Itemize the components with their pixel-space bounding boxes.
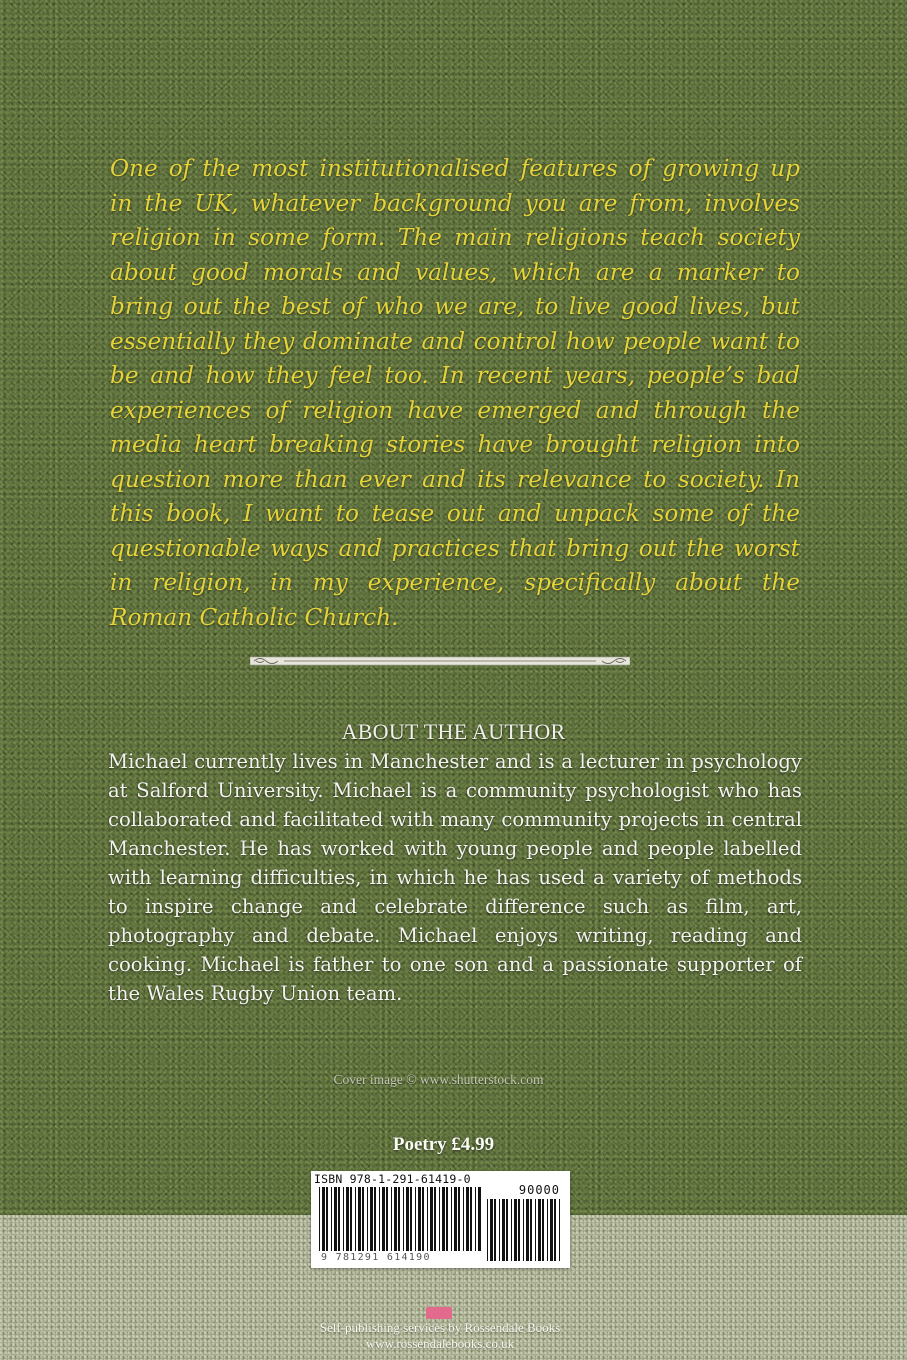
about-paragraph: Michael currently lives in Manchester and is a lecturer in psychology at Salford University. Michael is a community psychologist who has collaborated and facilitated with many community projects in central Manchester. He has worked with young people and people labelled with learning difficulties, in which he has used a variety of methods to inspire change and celebrate difference such as film, art, photography and debate. Michael enjoys writing, reading and cooking. Michael is father to one son and a passionate supporter of the Wales Rugby Union team. <box>108 750 802 1005</box>
isbn-barcode <box>311 1171 570 1268</box>
publisher-line: Self-publishing services by Rossendale Books <box>319 1320 561 1335</box>
publisher-credit <box>0 1320 880 1352</box>
addon-code: 90000 <box>518 1183 560 1197</box>
isbn-label: ISBN 978-1-291-61419-0 <box>314 1172 471 1186</box>
publisher-logo-icon <box>426 1307 452 1319</box>
genre-price: Poetry £4.99 <box>392 1134 495 1155</box>
ornamental-divider <box>250 654 630 668</box>
blurb-paragraph: One of the most institutionalised features of growing up in the UK, whatever background you are from, involves religion in some form. The main religions teach society about good morals and values, which are a marker to bring out the best of who we are, to live good lives, but essentially they dominate and control how people want to be and how they feel too. In recent years, people’s bad experiences of religion have emerged and through the media heart breaking stories have brought religion into question more than ever and its relevance to society. In this book, I want to tease out and unpack some of the questionable ways and practices that bring out the worst in religion, in my experience, specifically about the Roman Catholic Church. <box>110 155 800 631</box>
cover-image-credit: Cover image © www.shutterstock.com <box>333 1072 544 1087</box>
barcode-digits: 9 781291 614190 <box>321 1252 431 1263</box>
about-heading: ABOUT THE AUTHOR <box>341 719 566 744</box>
publisher-website: www.rossendalebooks.co.uk <box>365 1336 515 1351</box>
